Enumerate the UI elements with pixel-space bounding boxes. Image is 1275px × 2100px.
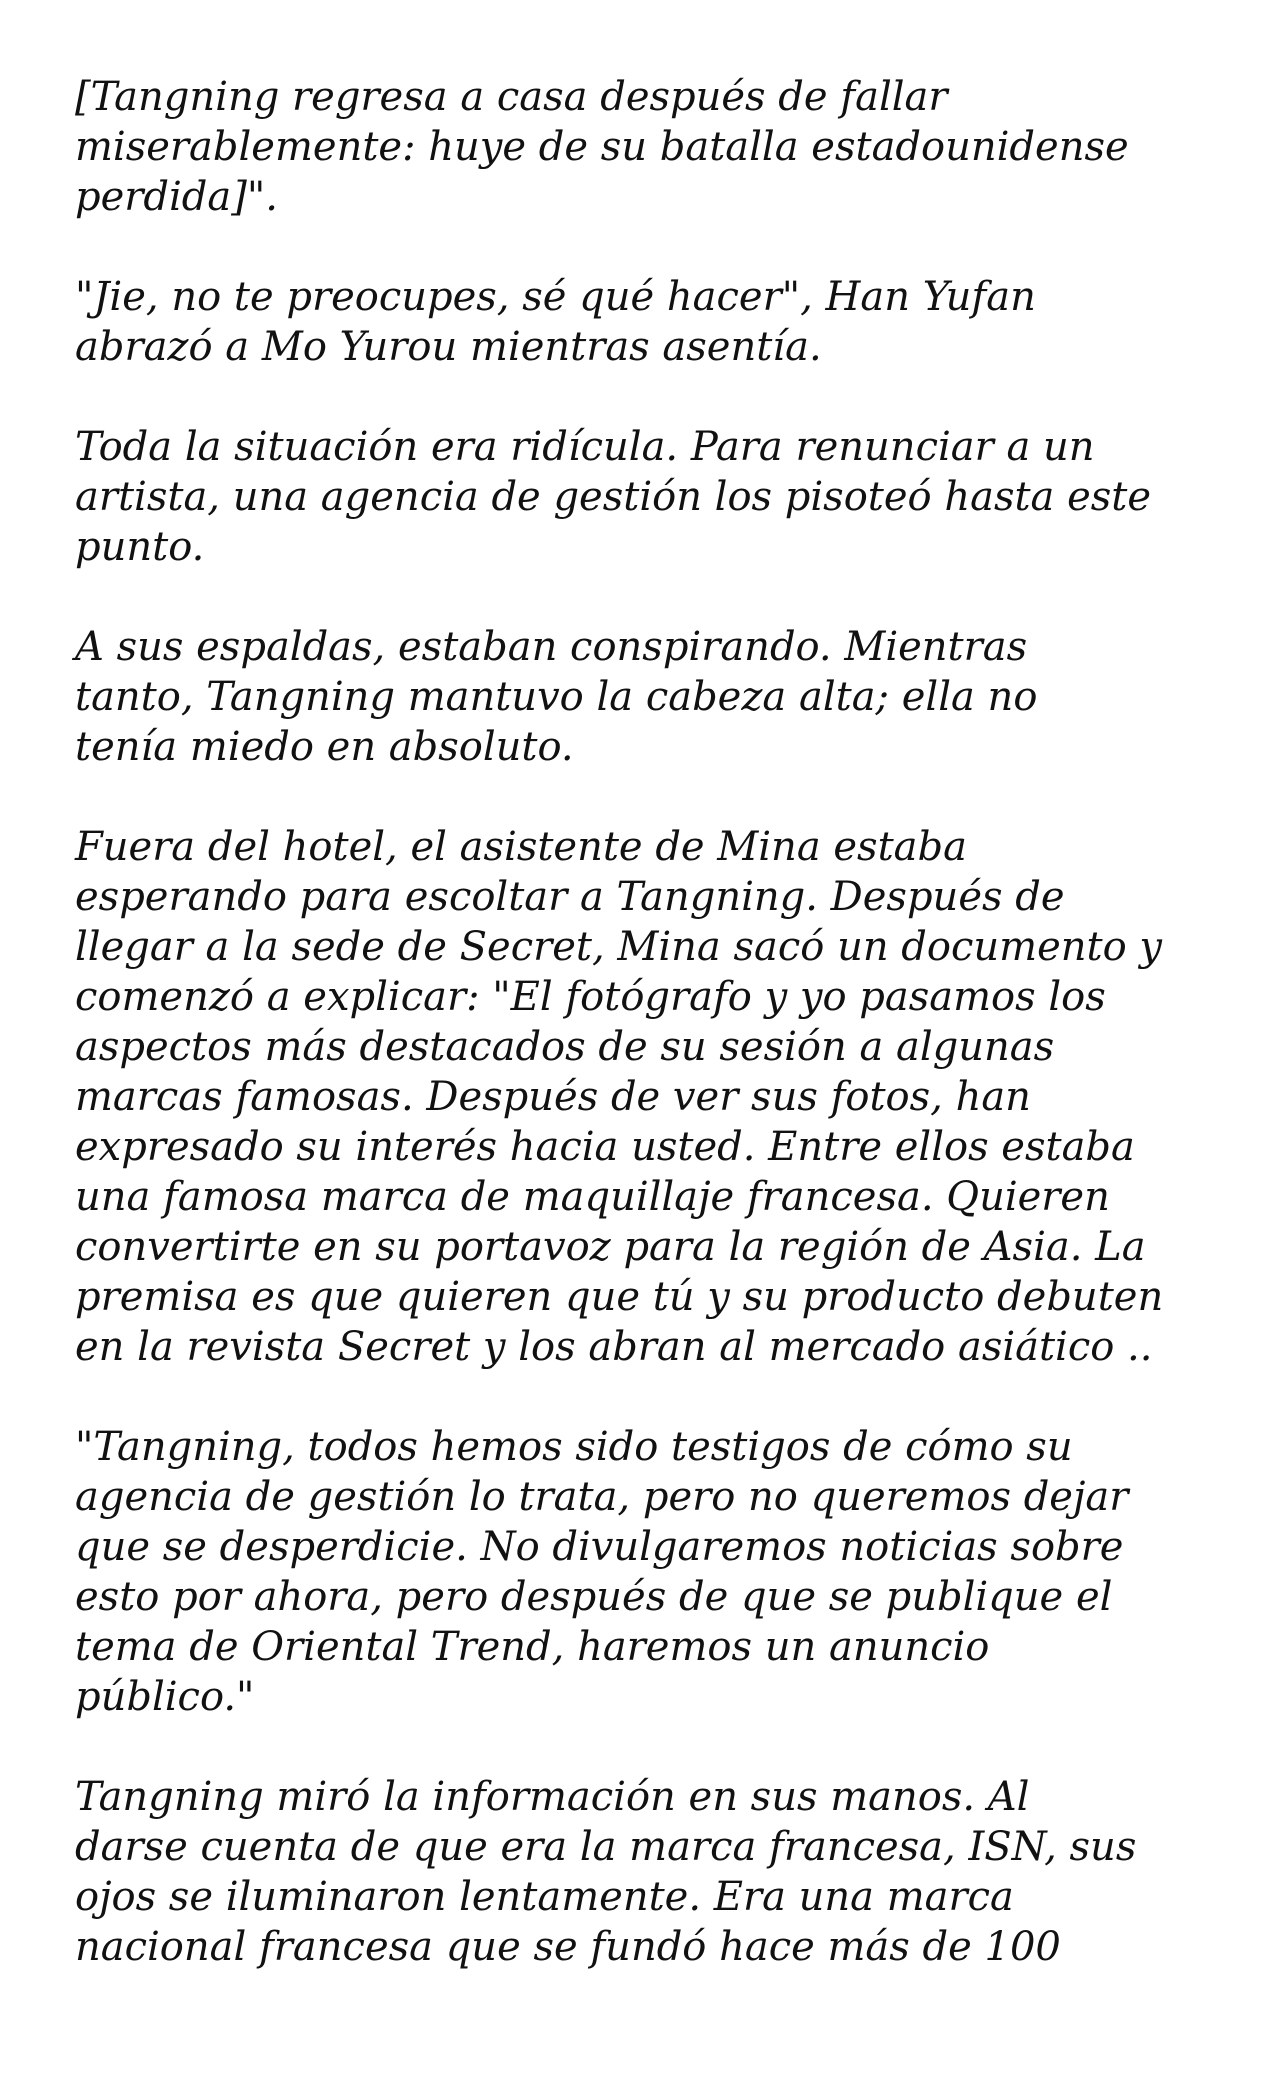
text-line: esperando para escoltar a Tangning. Después de bbox=[75, 874, 1065, 920]
text-line: artista, una agencia de gestión los pisoteó hasta este bbox=[75, 474, 1152, 520]
paragraph-2 bbox=[75, 272, 1205, 372]
text-line: tema de Oriental Trend, haremos un anuncio bbox=[75, 1624, 990, 1670]
text-line: Fuera del hotel, el asistente de Mina estaba bbox=[75, 824, 967, 870]
document-page bbox=[75, 72, 1205, 2022]
text-line: punto. bbox=[75, 524, 205, 570]
text-line: [Tangning regresa a casa después de fallar bbox=[75, 74, 948, 120]
text-line: tanto, Tangning mantuvo la cabeza alta; ella no bbox=[75, 674, 1038, 720]
paragraph-7 bbox=[75, 1772, 1205, 1972]
text-line: marcas famosas. Después de ver sus fotos, han bbox=[75, 1074, 1031, 1120]
text-line: "Tangning, todos hemos sido testigos de cómo su bbox=[75, 1424, 1073, 1470]
paragraph-6 bbox=[75, 1422, 1205, 1722]
text-line: expresado su interés hacia usted. Entre ellos estaba bbox=[75, 1124, 1135, 1170]
text-line: nacional francesa que se fundó hace más de 100 bbox=[75, 1924, 1061, 1970]
text-line: perdida]". bbox=[75, 174, 278, 220]
text-line: A sus espaldas, estaban conspirando. Mientras bbox=[75, 624, 1028, 670]
text-line: público." bbox=[75, 1674, 255, 1720]
text-line: Toda la situación era ridícula. Para renunciar a un bbox=[75, 424, 1095, 470]
text-line: tenía miedo en absoluto. bbox=[75, 724, 574, 770]
text-line: esto por ahora, pero después de que se publique el bbox=[75, 1574, 1113, 1620]
text-line: Tangning miró la información en sus manos. Al bbox=[75, 1774, 1030, 1820]
text-line: agencia de gestión lo trata, pero no queremos dejar bbox=[75, 1474, 1129, 1520]
text-line: ojos se iluminaron lentamente. Era una marca bbox=[75, 1874, 1014, 1920]
text-line: premisa es que quieren que tú y su producto debuten bbox=[75, 1274, 1164, 1320]
text-line: abrazó a Mo Yurou mientras asentía. bbox=[75, 324, 822, 370]
text-line: una famosa marca de maquillaje francesa. Quieren bbox=[75, 1174, 1110, 1220]
text-line: llegar a la sede de Secret, Mina sacó un documento y bbox=[75, 924, 1162, 970]
text-line: aspectos más destacados de su sesión a algunas bbox=[75, 1024, 1055, 1070]
text-line: comenzó a explicar: "El fotógrafo y yo pasamos los bbox=[75, 974, 1106, 1020]
paragraph-3 bbox=[75, 422, 1205, 572]
text-line: "Jie, no te preocupes, sé qué hacer", Han Yufan bbox=[75, 274, 1036, 320]
paragraph-5 bbox=[75, 822, 1205, 1372]
text-line: que se desperdicie. No divulgaremos noticias sobre bbox=[75, 1524, 1124, 1570]
paragraph-4 bbox=[75, 622, 1205, 772]
paragraph-1 bbox=[75, 72, 1205, 222]
text-line: en la revista Secret y los abran al mercado asiático .. bbox=[75, 1324, 1153, 1370]
text-line: miserablemente: huye de su batalla estadounidense bbox=[75, 124, 1129, 170]
text-line: darse cuenta de que era la marca francesa, ISN, sus bbox=[75, 1824, 1137, 1870]
text-line: convertirte en su portavoz para la región de Asia. La bbox=[75, 1224, 1146, 1270]
